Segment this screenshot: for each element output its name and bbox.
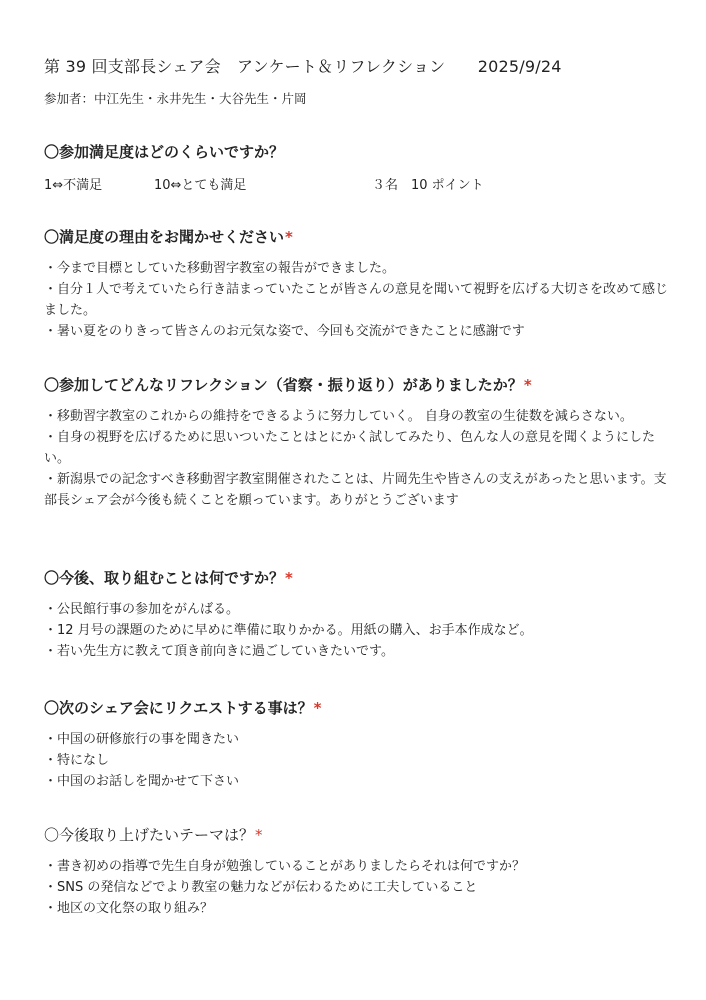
answer-item: ・暑い夏をのりきって皆さんのお元気な姿で、今回も交流ができたことに感謝です	[44, 324, 525, 339]
answers-themes	[44, 856, 668, 919]
required-mark: *	[523, 376, 532, 394]
document-title: 第 39 回支部長シェア会 アンケート＆リフレクション 2025/9/24	[44, 57, 562, 76]
answer-item: ・SNS の発信などでより教室の魅力などが伝わるために工夫していること	[44, 880, 478, 895]
answers-next-actions	[44, 599, 668, 662]
answer-item: ・今まで目標としていた移動習字教室の報告ができました。	[44, 261, 396, 276]
question-themes	[44, 824, 263, 845]
answers-reflection	[44, 406, 668, 511]
answer-item: ・自身の視野を広げるために思いついたことはとにかく試してみたり、色んな人の意見を聞くようにしたい。	[44, 430, 656, 466]
question-requests	[44, 697, 322, 718]
answer-item: ・自分１人で考えていたら行き詰まっていたことが皆さんの意見を聞いて視野を広げる大切さを改めて感じました。	[44, 282, 669, 318]
participants-line: 参加者：中江先生・永井先生・大谷先生・片岡	[44, 91, 307, 106]
required-mark: *	[313, 699, 322, 717]
question-text: 〇今後、取り組むことは何ですか？	[44, 569, 285, 587]
answer-item: ・書き初めの指導で先生自身が勉強していることがありましたらそれは何ですか？	[44, 859, 526, 874]
question-reason	[44, 226, 293, 247]
question-text: 〇今後取り上げたいテーマは？	[44, 826, 255, 844]
answer-item: ・地区の文化祭の取り組み？	[44, 901, 214, 916]
answer-item: ・中国のお話しを聞かせて下さい	[44, 774, 240, 789]
required-mark: *	[285, 228, 293, 246]
question-text: 〇次のシェア会にリクエストする事は？	[44, 699, 313, 717]
answers-requests	[44, 729, 668, 792]
answers-reason	[44, 258, 668, 342]
required-mark: *	[285, 569, 293, 587]
question-reflection	[44, 374, 532, 395]
answer-item: ・移動習字教室のこれからの維持をできるように努力していく。 自身の教室の生徒数を減らさない。	[44, 409, 633, 424]
answer-item: ・特になし	[44, 753, 110, 768]
answer-item: ・若い先生方に教えて頂き前向きに過ごしていきたいです。	[44, 644, 394, 659]
question-satisfaction	[44, 141, 284, 162]
question-next-actions	[44, 567, 293, 588]
required-mark: *	[255, 826, 263, 844]
answer-item: ・12 月号の課題のために早めに準備に取りかかる。用紙の購入、お手本作成など。	[44, 623, 533, 638]
question-text: 〇参加満足度はどのくらいですか？	[44, 143, 285, 161]
scale-min-label: 1⇔不満足	[44, 178, 103, 193]
question-text: 〇参加してどんなリフレクション（省察・振り返り）がありましたか？	[44, 376, 523, 394]
question-text: 〇満足度の理由をお聞かせください	[44, 228, 285, 246]
answer-item: ・公民館行事の参加をがんばる。	[44, 602, 240, 617]
answer-item: ・新潟県での記念すべき移動習字教室開催されたことは、片岡先生や皆さんの支えがあったと思います。支部長シェア会が今後も続くことを願っています。ありがとうございます	[44, 472, 667, 508]
scale-max-label: 10⇔とても満足	[154, 178, 247, 193]
answer-item: ・中国の研修旅行の事を聞きたい	[44, 732, 240, 747]
satisfaction-result: ３名 10 ポイント	[372, 178, 484, 193]
